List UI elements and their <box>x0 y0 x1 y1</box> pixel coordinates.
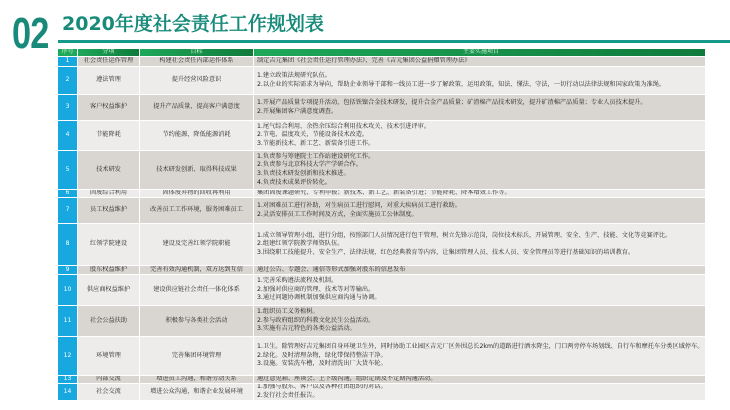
item-line: 3.实施有吉元特色的各类公益活动。 <box>257 325 356 333</box>
item-line: 1.建立政策法规研究队伍。 <box>257 71 331 79</box>
row-items <box>254 337 706 376</box>
row-category: 员工权益维护 <box>78 198 140 224</box>
row-category: 社会交流 <box>78 384 140 401</box>
row-items <box>254 57 706 67</box>
row-items <box>254 67 706 95</box>
row-category: 供应商权益维护 <box>78 275 140 306</box>
table-row <box>58 384 706 401</box>
header-no: 序号 <box>58 49 78 57</box>
table-row <box>58 224 706 266</box>
item-line: 2.加强对供应商的管理、技术等对等输出。 <box>257 285 375 293</box>
row-number: 2 <box>58 67 78 95</box>
row-items <box>254 95 706 121</box>
item-line: 3.负责技术研发创新和技术推进。 <box>257 170 350 177</box>
row-number: 3 <box>58 95 78 121</box>
row-category: 红领学院建设 <box>78 224 140 266</box>
item-line: 1.对困难员工进行补助，对生病员工进行慰问，对重大疾病员工进行救助。 <box>257 201 461 209</box>
row-goal: 构建社会责任内部运作体系 <box>140 57 254 67</box>
row-items <box>254 275 706 306</box>
row-items <box>254 306 706 337</box>
item-line: 2.组建红领学院教学师资队伍。 <box>257 240 344 248</box>
row-items <box>254 190 706 198</box>
title-divider <box>58 40 730 43</box>
row-number: 6 <box>58 190 78 198</box>
table-row <box>58 198 706 224</box>
table-row <box>58 67 706 95</box>
item-line: 1.尾气综合利用、余热余压综合利用技术攻关、技术引进评审。 <box>257 122 430 130</box>
item-line: 3.设施。安装洗车槽，及时清洗出厂大货车轮。 <box>257 360 387 368</box>
item-line: 1.负责参与筹建院士工作站建设研究工作。 <box>257 152 375 160</box>
item-line: 2.参与政府组织的科教文化民生公益活动。 <box>257 316 375 324</box>
row-items <box>254 198 706 224</box>
table-row <box>58 151 706 190</box>
row-category: 遵法管理 <box>78 67 140 95</box>
table-row <box>58 275 706 306</box>
row-number: 1 <box>58 57 78 67</box>
row-number: 13 <box>58 376 78 384</box>
item-line: 1.组织员工义务植树。 <box>257 308 319 316</box>
table-row <box>58 306 706 337</box>
table-row <box>58 57 706 67</box>
row-goal: 增进公众沟通，和谐企业发展环境 <box>140 384 254 401</box>
row-goal: 建设供应链社会责任一体化体系 <box>140 275 254 306</box>
item-line: 2.开展集团客户满意度调查。 <box>257 107 338 115</box>
item-line: 1.开展产品质量专项提升活动，包括铁镍合金技术研发，提升合金产品质量；矿渣棉产品技术研发，提升矿渣棉产品质量；专业人员技术提升。 <box>257 98 647 106</box>
table-row <box>58 266 706 275</box>
item-line: 通过公告、专题会、通信等形式加强对股东的信息发布 <box>257 266 406 273</box>
table-row <box>58 337 706 376</box>
row-number: 4 <box>58 121 78 151</box>
row-category: 节能降耗 <box>78 121 140 151</box>
item-line: 1.卫生。除管理好吉元集团自身环境卫生外，同时协助工业园区吉元厂区外围总长2km的道路进行洒水降尘，门口两旁停车场划线、自行车和摩托车分类区域停车。 <box>257 343 704 351</box>
row-goal: 提升产品质量，提高客户满意度 <box>140 95 254 121</box>
row-category: 内部交流 <box>78 376 140 384</box>
row-number: 12 <box>58 337 78 376</box>
row-number: 11 <box>58 306 78 337</box>
row-number: 5 <box>58 151 78 190</box>
header-items: 主要实施项目 <box>254 49 706 57</box>
table-header-row <box>58 49 706 57</box>
row-category: 固废综合利用 <box>78 190 140 198</box>
row-category: 技术研发 <box>78 151 140 190</box>
row-goal: 完善有效沟通机制，双方达到互信 <box>140 266 254 275</box>
item-line: 4.负责技术成果评价转化。 <box>257 178 331 186</box>
item-line: 3.围绕职工技能提升、安全生产、法律法规、红色经典教育等内容，让集团管理人员、技术人员、安全管理员等进行基础知识的培训教育。 <box>257 248 635 256</box>
table-row <box>58 376 706 384</box>
row-items <box>254 224 706 266</box>
item-line: 2.绿化。及时清理杂物，绿化带保持整洁干净。 <box>257 351 387 359</box>
row-category: 股东权益维护 <box>78 266 140 275</box>
row-category: 社会公益扶助 <box>78 306 140 337</box>
row-goal: 节约能源，降低能源消耗 <box>140 121 254 151</box>
item-line: 3.通过问题协调机制加强供应商沟通与协调。 <box>257 294 381 302</box>
row-items <box>254 151 706 190</box>
section-number: 02 <box>12 9 49 58</box>
row-items <box>254 266 706 275</box>
item-line: 2.节电、温度攻关，节能设备技术改造。 <box>257 131 369 139</box>
row-goal: 技术研发创新、取得科技成果 <box>140 151 254 190</box>
table-row <box>58 95 706 121</box>
item-line: 2.负责参与北京科技大学产学研合作。 <box>257 161 362 169</box>
row-goal: 建设及完善红领学院职能 <box>140 224 254 266</box>
row-goal: 提升经营风险意识 <box>140 67 254 95</box>
row-items <box>254 376 706 384</box>
item-line: 3.节能新技术、新工艺、新装备引进工作。 <box>257 139 375 147</box>
item-line: 1.完善采购遵法流程及机制。 <box>257 277 338 285</box>
header-goal: 目标 <box>140 49 254 57</box>
header-category: 分项 <box>78 49 140 57</box>
table-row <box>58 190 706 198</box>
item-line: 1.加强与股东、客户以及各种社团组织的对话。 <box>257 384 387 391</box>
item-line: 2.灵活安排员工工作时间及方式，全面实施员工公休制度。 <box>257 210 418 218</box>
item-line: 制定吉元集团《社会责任运行管理办法》、完善《吉元集团公益捐赠管理办法》 <box>257 57 471 65</box>
row-number: 14 <box>58 384 78 401</box>
row-category: 环境管理 <box>78 337 140 376</box>
row-goal: 积极参与各类社会活动 <box>140 306 254 337</box>
row-goal: 增进员工沟通，和谐劳动关系 <box>140 376 254 384</box>
row-number: 10 <box>58 275 78 306</box>
row-items <box>254 384 706 401</box>
row-items <box>254 121 706 151</box>
item-line: 通过意见箱、座谈会、上下级沟通，组织定期及不定期沟通活动。 <box>257 376 437 383</box>
page-title: 2020年度社会责任工作规划表 <box>62 13 324 35</box>
row-goal: 改善员工工作环境，服务困难员工 <box>140 198 254 224</box>
row-category: 社会责任运作管理 <box>78 57 140 67</box>
item-line: 2.以企业的实际需求为导向，帮助企业领导干部和一线员工进一步了解政策、运用政策，知法、懂法、守法，一切行动以法律法规和国家政策为准绳。 <box>257 80 666 88</box>
row-category: 客户权益维护 <box>78 95 140 121</box>
row-goal: 完善集团环境管理 <box>140 337 254 376</box>
item-line: 集团固废课题研究、专利申报；新技术、新工艺、新装备引进；节能降耗、降本增效工作等。 <box>257 190 511 197</box>
row-number: 8 <box>58 224 78 266</box>
row-number: 7 <box>58 198 78 224</box>
row-number: 9 <box>58 266 78 275</box>
row-goal: 固体废弃物的回收再利用 <box>140 190 254 198</box>
table-row <box>58 121 706 151</box>
item-line: 1.成立领导管理小组，进行分组，按照部门人员情况进行包干管理，树立先锋示范岗，岗位技术标兵，开展管理、安全、生产、技能、文化等竞赛评比。 <box>257 231 672 239</box>
item-line: 2.发行社会责任报告。 <box>257 392 319 399</box>
